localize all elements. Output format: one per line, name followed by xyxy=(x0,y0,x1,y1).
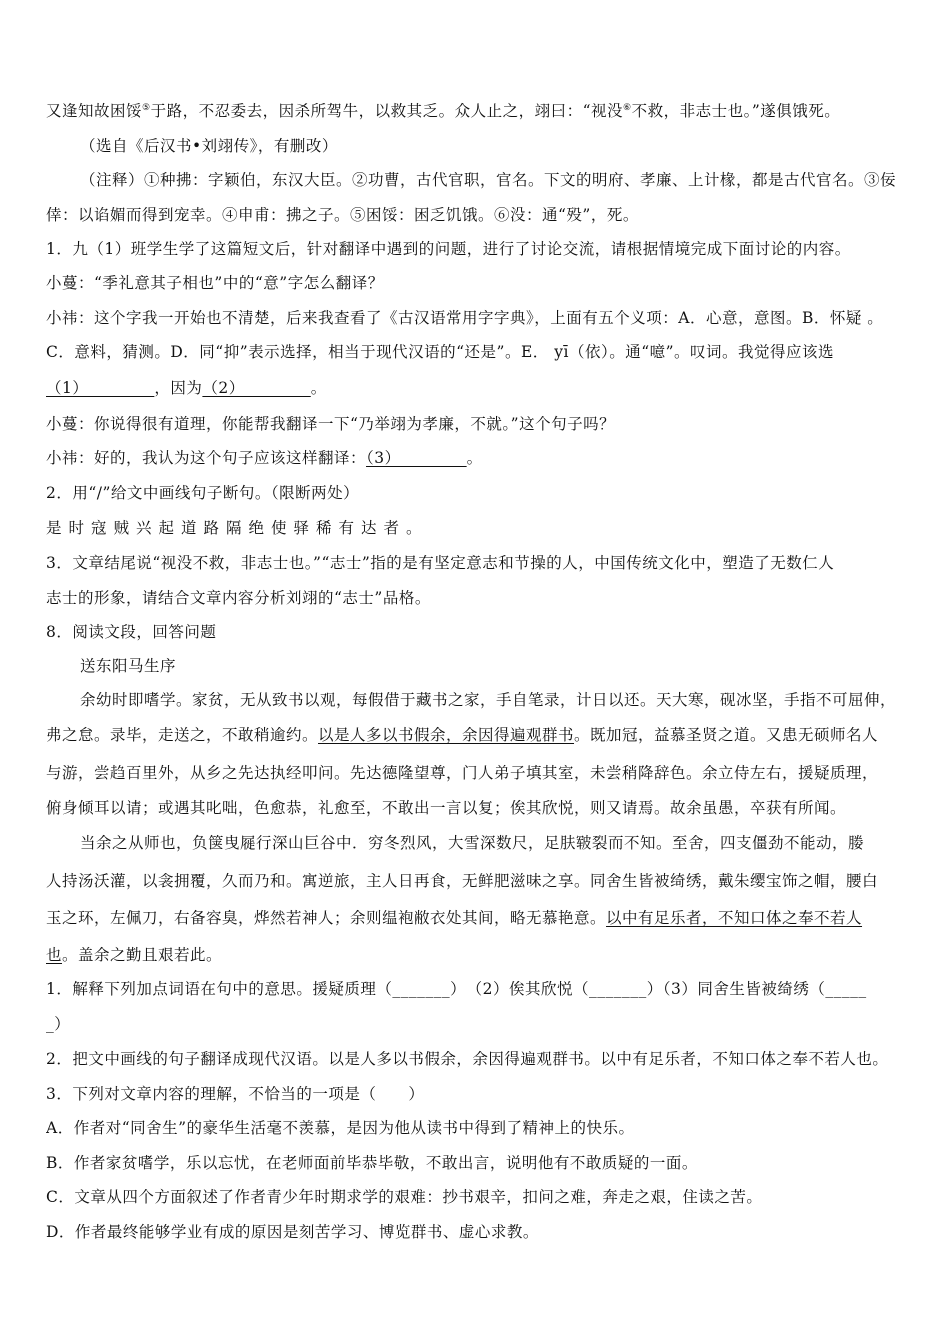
passage-source: （选自《后汉书•刘翊传》，有删改） xyxy=(80,137,338,155)
option-d[interactable]: D．作者最终能够学业有成的原因是刻苦学习、博览群书、虚心求教。 xyxy=(46,1223,539,1241)
essay-title: 送东阳马生序 xyxy=(80,657,177,675)
p2-l3-text-a: 玉之环，左佩刀，右备容臭，烨然若神人；余则缊袍敝衣处其间，略无慕艳意。 xyxy=(46,909,607,927)
q1-blanks-line xyxy=(46,377,910,399)
q1-answer-line-2: C．意料，猜测。D．同“抑”表示选择，相当于现代汉语的“还是”。E． yī（依）。通“噫”。叹词。我觉得应该选 xyxy=(46,343,835,361)
closing-text-b: 于路，不忍委去，因杀所驾牛，以救其乏。众人止之，翊曰：“视没 xyxy=(150,102,624,120)
p1-line-2 xyxy=(46,724,910,746)
blank-2[interactable]: （2）________ xyxy=(202,379,311,397)
notes-line-2: 倖：以谄媚而得到宠幸。④申甫：拂之子。⑤困馁：困乏饥饿。⑥没：通“殁”，死。 xyxy=(46,206,639,224)
q2-sentence: 是时寇贼兴起道路隔绝使驿稀有达者。 xyxy=(46,519,429,537)
p1-line-1: 余幼时即嗜学。家贫，无从致书以观，每假借于藏书之家，手自笔录，计日以还。天大寒，砚冰坚，手指不可屈伸， xyxy=(80,691,897,709)
q8-3: 3．下列对文章内容的理解，不恰当的一项是（ ） xyxy=(46,1085,425,1103)
blank-connector: ，因为 xyxy=(154,379,203,397)
blank-3[interactable]: （3）________ xyxy=(366,449,467,467)
underlined-sentence-1: 以是人多以书假余，余因得遍观群书 xyxy=(318,726,575,744)
option-c[interactable]: C．文章从四个方面叙述了作者青少年时期求学的艰难：抄书艰辛，扣问之难，奔走之艰，住读之苦。 xyxy=(46,1188,763,1206)
p2-l4-text: 。盖余之勤且艰若此。 xyxy=(62,946,223,964)
blank-end: 。 xyxy=(310,379,327,397)
underlined-sentence-2: 以中有足乐者，不知口体之奉不若人 xyxy=(606,909,863,927)
passage-closing-line xyxy=(46,100,910,122)
closing-text-c: 不救，非志士也。”遂俱饿死。 xyxy=(631,102,841,120)
section8-heading: 8．阅读文段，回答问题 xyxy=(46,623,217,641)
p1-line-4: 俯身倾耳以请；或遇其叱咄，色愈恭，礼愈至，不敢出一言以复；俟其欣悦，则又请焉。故余虽愚，卒获有所闻。 xyxy=(46,799,847,817)
q8-2: 2．把文中画线的句子翻译成现代汉语。以是人多以书假余，余因得遍观群书。以中有足乐者，不知口体之奉不若人也。 xyxy=(46,1050,889,1068)
p2-line-4 xyxy=(46,944,910,966)
underlined-sentence-2-end: 也 xyxy=(46,946,63,964)
closing-text-a: 又逢知故困馁 xyxy=(46,102,143,120)
q1-answer-line-1: 小祎：这个字我一开始也不清楚，后来我查看了《古汉语常用字字典》，上面有五个义项：A．心意，意图。B．怀疑 。 xyxy=(46,309,884,327)
notes-line-1: （注释）①种拂：字颖伯，东汉大臣。②功曹，古代官职，官名。下文的明府、孝廉、上计椽，都是古代官名。③佞 xyxy=(80,171,897,189)
option-a[interactable]: A．作者对“同舍生”的豪华生活毫不羡慕，是因为他从读书中得到了精神上的快乐。 xyxy=(46,1119,635,1137)
q3-line-2: 志士的形象，请结合文章内容分析刘翊的“志士”品格。 xyxy=(46,589,431,607)
option-b[interactable]: B．作者家贫嗜学，乐以忘忧，在老师面前毕恭毕敬，不敢出言，说明他有不敢质疑的一面。 xyxy=(46,1154,698,1172)
p1-l2-text-a: 弗之怠。录毕，走送之，不敢稍逾约。 xyxy=(46,726,319,744)
q8-1-line-2: _） xyxy=(46,1015,71,1033)
p2-line-2: 人持汤沃灌，以衾拥覆，久而乃和。寓逆旅，主人日再食，无鲜肥滋味之享。同舍生皆被绮绣，戴朱缨宝饰之帽，腰白 xyxy=(46,872,879,890)
q3-line-1: 3．文章结尾说“视没不救，非志士也。”“志士”指的是有坚定意志和节操的人，中国传统文化中，塑造了无数仁人 xyxy=(46,554,835,572)
note-ref-6: ⑥ xyxy=(623,102,632,113)
p2-line-3 xyxy=(46,907,910,929)
note-ref-5: ⑤ xyxy=(142,102,151,113)
q1-ask-2: 小蔓：你说得很有道理，你能帮我翻译一下“乃举翊为孝廉，不就。”这个句子吗？ xyxy=(46,415,616,433)
p2-line-1: 当余之从师也，负箧曳屣行深山巨谷中．穷冬烈风，大雪深数尺，足肤皲裂而不知。至舍，四支僵劲不能动，媵 xyxy=(80,834,865,852)
answer-3-prefix: 小祎：好的，我认为这个句子应该这样翻译： xyxy=(46,449,367,467)
p1-line-3: 与游，尝趋百里外，从乡之先达执经叩问。先达德隆望尊，门人弟子填其室，未尝稍降辞色。余立侍左右，援疑质理， xyxy=(46,764,879,782)
q1-stem: 1．九（1）班学生学了这篇短文后，针对翻译中遇到的问题，进行了讨论交流，请根据情境完成下面讨论的内容。 xyxy=(46,240,851,258)
answer-3-end: 。 xyxy=(466,449,483,467)
p1-l2-text-b: 。既加冠，益慕圣贤之道。又患无硕师名人 xyxy=(574,726,879,744)
q8-1-line-1: 1．解释下列加点词语在句中的意思。援疑质理（_______） （2）俟其欣悦（_______）（3）同舍生皆被绮绣（_____ xyxy=(46,980,867,998)
blank-1[interactable]: （1）________ xyxy=(46,379,155,397)
q1-answer-3 xyxy=(46,447,910,469)
q2-stem: 2．用“/”给文中画线句子断句。（限断两处） xyxy=(46,484,360,502)
q1-ask-1: 小蔓：“季礼意其子相也”中的“意”字怎么翻译？ xyxy=(46,274,384,292)
